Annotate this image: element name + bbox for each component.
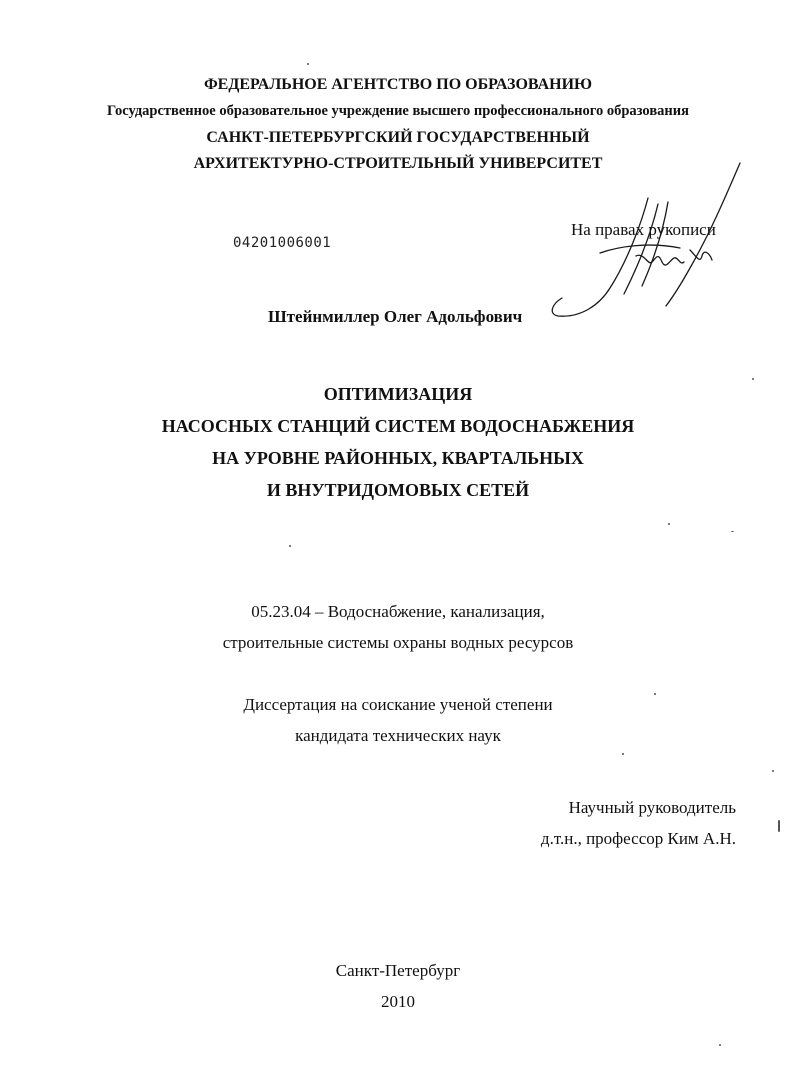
- scan-speck: [622, 753, 624, 755]
- author-name: Штейнмиллер Олег Адольфович: [268, 307, 523, 326]
- supervisor-name: д.т.н., профессор Ким А.Н.: [540, 829, 736, 848]
- scan-speck: [778, 820, 780, 832]
- agency-name: ФЕДЕРАЛЬНОЕ АГЕНТСТВО ПО ОБРАЗОВАНИЮ: [203, 76, 593, 93]
- city: Санкт-Петербург: [335, 961, 461, 980]
- scan-speck: [731, 531, 734, 532]
- thesis-title-line4: И ВНУТРИДОМОВЫХ СЕТЕЙ: [266, 480, 530, 500]
- degree-line1: Диссертация на соискание ученой степени: [243, 695, 553, 714]
- university-name-line1: САНКТ-ПЕТЕРБУРГСКИЙ ГОСУДАРСТВЕННЫЙ: [206, 129, 590, 146]
- thesis-title-line3: НА УРОВНЕ РАЙОННЫХ, КВАРТАЛЬНЫХ: [212, 448, 584, 468]
- specialty-line2: строительные системы охраны водных ресурсов: [222, 633, 574, 652]
- specialty-line1: 05.23.04 – Водоснабжение, канализация,: [251, 602, 545, 621]
- manuscript-note: На правах рукописи: [571, 220, 716, 239]
- scan-speck: [654, 693, 656, 695]
- scan-speck: [772, 770, 774, 772]
- thesis-title-line2: НАСОСНЫХ СТАНЦИЙ СИСТЕМ ВОДОСНАБЖЕНИЯ: [161, 416, 635, 436]
- handwritten-signature: [540, 158, 750, 323]
- university-name-line2: АРХИТЕКТУРНО-СТРОИТЕЛЬНЫЙ УНИВЕРСИТЕТ: [193, 155, 603, 172]
- year: 2010: [381, 992, 415, 1011]
- thesis-title-line1: ОПТИМИЗАЦИЯ: [323, 384, 473, 404]
- scan-speck: [668, 523, 670, 525]
- scan-speck: [307, 63, 309, 65]
- scan-speck: [289, 545, 291, 547]
- scan-speck: [719, 1044, 721, 1046]
- scan-speck: [752, 378, 754, 380]
- institution-type: Государственное образовательное учреждение высшего профессионального образования: [107, 103, 689, 119]
- registration-code: 04201006001: [233, 235, 332, 251]
- supervisor-label: Научный руководитель: [568, 798, 736, 817]
- degree-line2: кандидата технических наук: [295, 726, 501, 745]
